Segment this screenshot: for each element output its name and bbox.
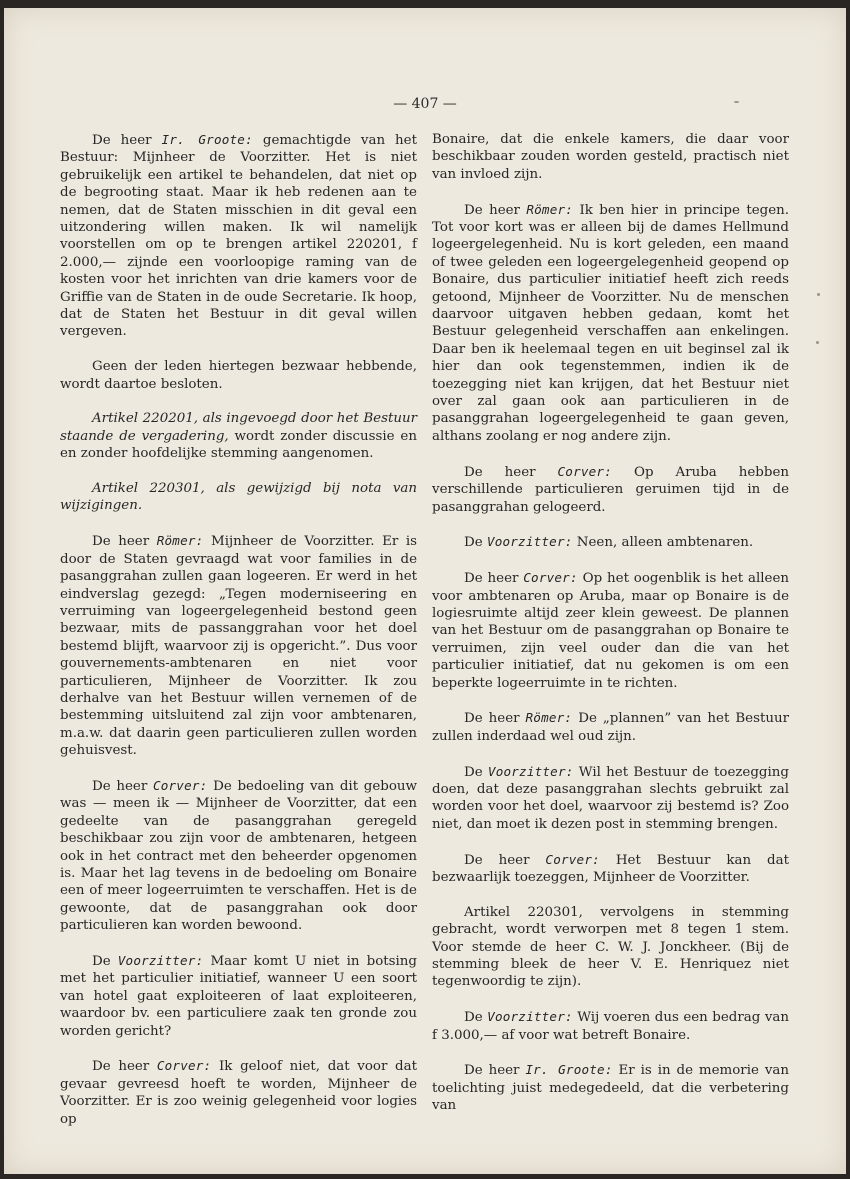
speaker-name: Ir. Groote: [161,132,253,147]
paragraph-text: Maar komt U niet in botsing met het particulier initiatief, wanneer U een soort van hotel gaat exploiteeren of laat exploiteeren, waardoor bv. een particuliere zaak ten gronde zou worden gericht? [60,954,417,1039]
left-column [60,131,417,1145]
paragraph [60,358,417,393]
speaker-prefix: De [464,535,487,551]
paragraph-text: Wil het Bestuur de toezegging doen, dat deze pasanggrahan slechts gebruikt zal worden voor het doel, waarvoor zij bestemd is? Zoo niet, dan moet ik dezen post in stemming brengen. [432,764,789,832]
speaker-name: Corver: [557,463,612,479]
paragraph [432,851,789,887]
speaker-name: Voorzitter: [486,534,573,550]
speaker-name: Römer: [156,533,204,549]
speaker-name: Voorzitter: [487,1009,573,1025]
speaker-name: Corver: [156,1058,212,1074]
paragraph-text: Op het oogenblik is het alleen voor ambtenaren op Aruba, maar op Bonaire is de logiesruimte altijd zeer klein geweest. De plannen van het Bestuur om de pasanggrahan op Bonaire te verruimen, zijn veel ouder dan die van het particulier initiatief, dat nu gekomen is om een beperkte logeerruimte in te richten. [432,571,789,691]
paragraph [432,709,789,745]
paragraph [432,1061,789,1114]
right-column [432,131,789,1132]
speaker-name: Corver: [523,570,578,586]
paragraph-text: De „plannen” van het Bestuur zullen inderdaad wel oud zijn. [432,711,789,744]
paragraph-text: Mijnheer de Voorzitter. Er is door de Staten gevraagd wat voor families in de pasanggrahan zullen gaan logeeren. Er werd in het eindverslag gezegd: „Tegen moderniseering en verruiming van logeergelegenheid bestond geen bezwaar, mits de passanggrahan voor het doel bestemd blijft, waarvoor zij is opgericht.”. Dus voor gouvernements-ambtenaren en niet voor particulieren, Mijnheer de Voorzitter. Ik zou derhalve van het Bestuur willen vernemen of de bestemming uitsluitend zal zijn voor ambtenaren, m.a.w. dat daarin geen particulieren zullen worden gehuisvest. [60,534,417,759]
paragraph [60,777,417,935]
paragraph-text: gemachtigde van het Bestuur: Mijnheer de Voorzitter. Het is niet gebruikelijk een artikel te behandelen, dat niet op de begrooting staat. Maar ik heb redenen aan te nemen, dat de Staten misschien in dit geval een uitzondering willen maken. Ik wil namelijk voorstellen om op te brengen artikel 220201, f 2.000,— zijnde een voorloopige raming van de kosten voor het inrichten van drie kamers voor de Griffie van de Staten in de oude Secretarie. Ik hoop, dat de Staten het Bestuur in dit geval willen vergeven. [60,133,417,340]
paragraph [432,904,789,991]
paragraph [432,201,789,446]
speaker-prefix: De heer [464,852,546,868]
speaker-prefix: De heer [464,1063,526,1079]
paragraph [432,131,789,183]
document-page [4,8,846,1174]
paragraph-text: Op Aruba hebben verschillende particulieren geruimen tijd in de pasanggrahan gelogeerd. [432,464,789,515]
paragraph [432,763,789,834]
paragraph [60,480,417,515]
paper-speck [817,293,820,296]
paragraph-text: Artikel 220301, vervolgens in stemming gebracht, wordt verworpen met 8 tegen 1 stem. Voor stemde de heer C. W. J. Jonckheer. (Bij de stemming bleek de heer V. E. Henriquez niet tegenwoordig te zijn). [432,904,789,990]
speaker-prefix: De [464,1010,488,1026]
speaker-prefix: De heer [92,133,162,148]
article-heading: Artikel 220301, als gewijzigd bij nota van wijzigingen. [60,481,417,514]
speaker-name: Ir. Groote: [525,1062,613,1078]
speaker-prefix: De heer [464,711,526,727]
speaker-name: Corver: [545,851,600,867]
paragraph-text: wordt zonder discussie en en zonder hoofdelijke stemming aangenomen. [60,428,417,462]
paragraph-text: Bonaire, dat die enkele kamers, die daar voor beschikbaar zouden worden gesteld, practisch niet van invloed zijn. [432,132,789,182]
speaker-prefix: De heer [92,534,157,550]
paragraph-text: Geen der leden hiertegen bezwaar hebbende, wordt daartoe besloten. [60,359,417,392]
speaker-prefix: De heer [464,202,527,218]
paragraph [60,1057,417,1128]
speaker-prefix: De heer [464,464,558,480]
paragraph [432,463,789,516]
speaker-name: Voorzitter: [487,763,574,779]
paragraph-text: Wij voeren dus een bedrag van f 3.000,— af voor wat betreft Bonaire. [432,1010,789,1043]
paragraph-text: Ik geloof niet, dat voor dat gevaar gevreesd hoeft te worden, Mijnheer de Voorzitter. Er is zoo weinig gelegenheid voor logies op [60,1059,417,1127]
speaker-name: Corver: [152,777,208,793]
paragraph-text: Er is in de memorie van toelichting juist medegedeeld, dat die verbetering van [432,1063,789,1114]
paragraph [60,532,417,759]
paragraph-text: Het Bestuur kan dat bezwaarlijk toezeggen, Mijnheer de Voorzitter. [432,852,789,885]
speaker-prefix: De heer [92,778,153,794]
speaker-name: Römer: [525,710,573,726]
paragraph [432,1008,789,1044]
paragraph [60,410,417,462]
paragraph [60,952,417,1040]
paragraph-text: Ik ben hier in principe tegen. Tot voor kort was er alleen bij de dames Hellmund logeergelegenheid. Nu is kort geleden, een maand of twee geleden een logeergelegenheid geopend op Bonaire, dus particulier initiatief heeft zich reeds getoond, Mijnheer de Voorzitter. Nu de menschen daarvoor uitgaven hebben gedaan, komt het Bestuur gelegenheid verschaffen aan enkelingen. Daar ben ik heelemaal tegen en uit beginsel zal ik hier dan ook tegenstemmen, indien ik de toezegging niet kan krijgen, dat het Bestuur niet over zal gaan ook aan particulieren in de pasanggrahan logeergelegenheid te gaan geven, althans zoolang er nog andere zijn. [432,202,789,444]
speaker-name: Voorzitter: [117,953,204,968]
paper-speck [816,341,819,344]
speaker-prefix: De heer [92,1059,157,1075]
article-heading: Artikel 220201, als ingevoegd door het Bestuur staande de vergadering, [60,411,417,444]
paragraph-text: Neen, alleen ambtenaren. [572,535,754,551]
page-number: — 407 — [393,96,457,112]
speaker-prefix: De heer [464,571,524,587]
speaker-name: Römer: [526,201,574,217]
speaker-prefix: De [464,764,488,780]
paper-speck [734,101,739,103]
speaker-prefix: De [92,954,118,969]
paragraph [432,569,789,692]
paragraph [432,533,789,551]
paragraph-text: De bedoeling van dit gebouw was — meen ik — Mijnheer de Voorzitter, dat een gedeelte van de pasanggrahan geregeld beschikbaar zou zijn voor de ambtenaren, hetgeen ook in het contract met den beheerder opgenomen is. Maar het lag tevens in de bedoeling om Bonaire een of meer logeerruimten te verschaffen. Het is de gewoonte, dat de pasanggrahan ook door particulieren kan worden bewoond. [60,778,417,934]
paragraph [60,131,417,341]
